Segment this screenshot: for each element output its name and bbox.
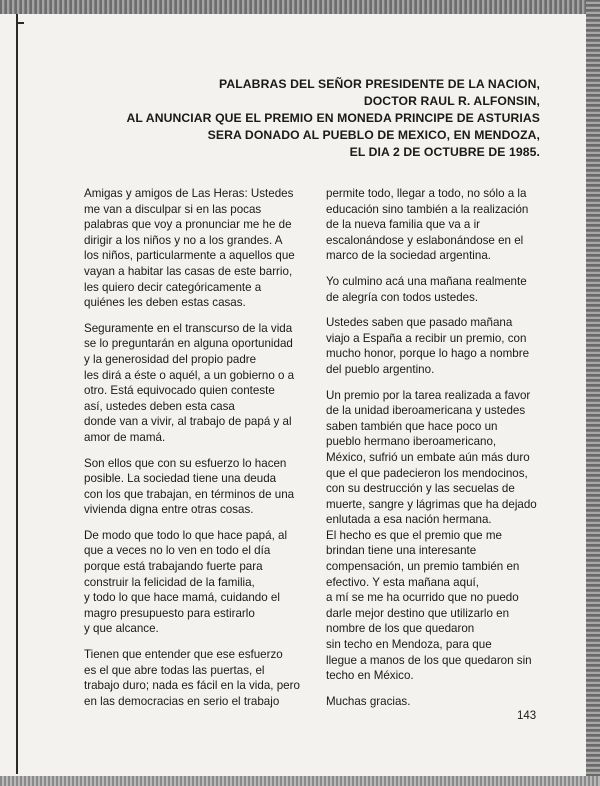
paragraph-gap <box>326 378 548 388</box>
heading-line: AL ANUNCIAR QUE EL PREMIO EN MONEDA PRINCIPE DE ASTURIAS <box>126 111 540 125</box>
text-line: nombre de los que quedaron <box>326 622 475 636</box>
text-line: escalonándose y eslabonándose en el <box>326 233 524 247</box>
text-line: me van a disculpar si en las pocas <box>84 202 262 216</box>
text-line: les quiero decir categóricamente a <box>84 280 262 294</box>
text-line: porque está trabajando fuerte para <box>84 560 263 574</box>
text-line: mucho honor, porque lo hago a nombre <box>326 347 530 361</box>
text-line: enlutada a esa nación hermana. <box>326 513 492 527</box>
paragraph <box>84 186 312 311</box>
left-text-column <box>84 186 312 709</box>
text-line: con su destrucción y las secuelas de <box>326 482 515 496</box>
text-line: efectivo. Y esta mañana aquí, <box>326 575 479 589</box>
text-line: los niños, particularmente a aquellos que <box>84 249 295 263</box>
text-line: Amigas y amigos de Las Heras: Ustedes <box>84 187 294 200</box>
text-line: vayan a habitar las casas de este barrio, <box>84 264 293 278</box>
paragraph <box>326 315 548 377</box>
page-margin-rule <box>16 14 18 774</box>
text-line: y que alcance. <box>84 622 159 636</box>
paragraph <box>326 186 548 264</box>
text-line: educación sino también a la realización <box>326 202 529 216</box>
text-line: Seguramente en el transcurso de la vida <box>84 321 293 335</box>
text-line: quiénes les deben estas casas. <box>84 296 246 310</box>
text-line: vivienda digna entre otras cosas. <box>84 503 254 517</box>
text-line: De modo que todo lo que hace papá, al <box>84 528 288 542</box>
paragraph <box>84 647 312 709</box>
text-line: brindan tiene una interesante <box>326 544 477 558</box>
text-line: pueblo hermano iberoamericano, <box>326 435 497 449</box>
paragraph <box>326 694 548 710</box>
text-line: posible. La sociedad tiene una deuda <box>84 472 277 486</box>
text-line: que el que padecieron los mendocinos, <box>326 466 528 480</box>
text-line: saben también que hace poco un <box>326 419 498 433</box>
paragraph <box>326 388 548 684</box>
text-line: y todo lo que hace mamá, cuidando el <box>84 591 280 605</box>
text-line: Yo culmino acá una mañana realmente <box>326 274 527 288</box>
text-line: permite todo, llegar a todo, no sólo a la <box>326 187 527 200</box>
text-line: muerte, sangre y lágrimas que ha dejado <box>326 497 537 511</box>
text-line: se lo preguntarán en alguna oportunidad <box>84 337 293 351</box>
paragraph-gap <box>84 311 312 321</box>
scan-edge-bottom <box>0 776 600 786</box>
paragraph-gap <box>84 637 312 647</box>
text-line: a mí se me ha ocurrido que no puedo <box>326 591 519 605</box>
scan-edge-right <box>586 0 600 786</box>
text-line: con los que trabajan, en términos de una <box>84 487 295 501</box>
text-line: y la generosidad del propio padre <box>84 352 257 366</box>
text-line: trabajo duro; nada es fácil en la vida, pero <box>84 679 300 693</box>
document-heading <box>120 76 540 161</box>
right-text-column <box>326 186 548 709</box>
paragraph-gap <box>326 264 548 274</box>
text-line: Ustedes saben que pasado mañana <box>326 316 513 330</box>
paragraph <box>326 274 548 305</box>
text-line: amor de mamá. <box>84 430 166 444</box>
text-line: otro. Está equivocado quien conteste <box>84 384 275 398</box>
text-line: México, sufrió un embate aún más duro <box>326 450 530 464</box>
paragraph-gap <box>84 518 312 528</box>
text-line: del pueblo argentino. <box>326 362 435 376</box>
paragraph <box>84 528 312 637</box>
text-line: donde van a vivir, al trabajo de papá y al <box>84 415 292 429</box>
text-line: de la unidad iberoamericana y ustedes <box>326 404 526 418</box>
paragraph <box>84 321 312 446</box>
heading-line: DOCTOR RAUL R. ALFONSIN, <box>363 94 540 108</box>
scan-edge-top <box>0 0 600 14</box>
paragraph-gap <box>326 305 548 315</box>
text-line: darle mejor destino que utilizarlo en <box>326 606 510 620</box>
text-line: que a veces no lo ven en todo el día <box>84 544 271 558</box>
text-line: compensación, un premio también en <box>326 560 520 574</box>
paragraph-gap <box>84 446 312 456</box>
text-line: magro presupuesto para estirarlo <box>84 606 255 620</box>
text-line: de la nueva familia que va a ir <box>326 218 481 232</box>
text-line: El hecho es que el premio que me <box>326 528 502 542</box>
text-line: de alegría con todos ustedes. <box>326 290 479 304</box>
paragraph-gap <box>326 684 548 694</box>
paragraph <box>84 456 312 518</box>
text-line: así, ustedes deben esta casa <box>84 399 235 413</box>
text-line: dirigir a los niños y no a los grandes. A <box>84 233 283 247</box>
text-line: Tienen que entender que ese esfuerzo <box>84 648 283 662</box>
text-line: sin techo en Mendoza, para que <box>326 638 492 652</box>
text-line: viajo a España a recibir un premio, con <box>326 331 527 345</box>
heading-line: SERA DONADO AL PUEBLO DE MEXICO, EN MENDOZA, <box>207 128 540 142</box>
text-line: es el que abre todas las puertas, el <box>84 663 265 677</box>
text-line: les dirá a éste o aquél, a un gobierno o a <box>84 368 295 382</box>
text-line: construir la felicidad de la familia, <box>84 575 255 589</box>
heading-line: EL DIA 2 DE OCTUBRE DE 1985. <box>349 145 540 159</box>
text-line: llegue a manos de los que quedaron sin <box>326 653 532 667</box>
text-line: Un premio por la tarea realizada a favor <box>326 388 531 402</box>
heading-line: PALABRAS DEL SEÑOR PRESIDENTE DE LA NACION, <box>219 77 540 91</box>
text-line: palabras que voy a pronunciar me he de <box>84 218 292 232</box>
page-margin-tick <box>16 22 24 24</box>
text-line: en las democracias en serio el trabajo <box>84 694 280 708</box>
text-line: techo en México. <box>326 669 414 683</box>
text-line: Muchas gracias. <box>326 694 411 708</box>
text-line: Son ellos que con su esfuerzo lo hacen <box>84 456 287 470</box>
page-number: 143 <box>517 710 537 722</box>
text-line: marco de la sociedad argentina. <box>326 249 491 263</box>
